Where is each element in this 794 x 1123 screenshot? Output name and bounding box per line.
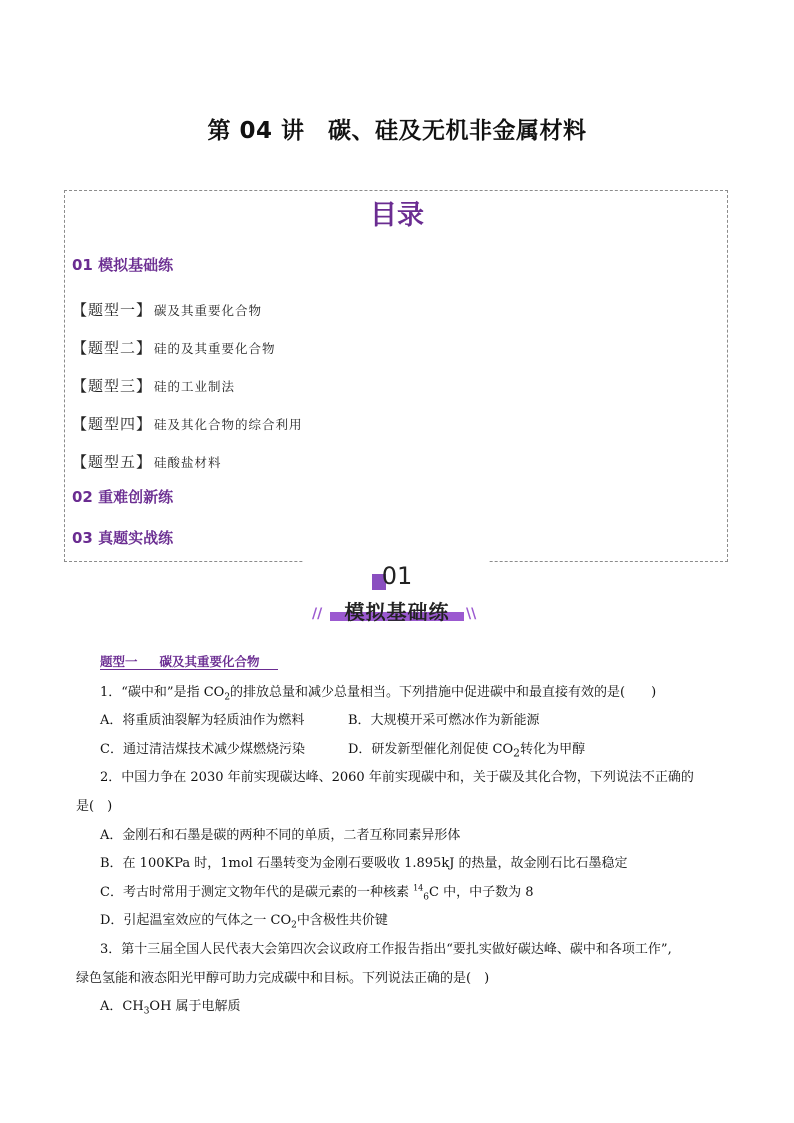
toc-section-2[interactable]: 02 重难创新练 bbox=[72, 488, 174, 506]
toc-item-label: 碳及其重要化合物 bbox=[154, 303, 263, 318]
toc-item-5[interactable] bbox=[72, 451, 222, 472]
question-2-option-d: D．引起温室效应的气体之一 $CO_2$中含极性共价键 bbox=[100, 913, 388, 931]
question-2-stem-line1: 2．中国力争在 2030 年前实现碳达峰、2060 年前实现碳中和，关于碳及其化合物，下列说法不正确的 bbox=[100, 770, 694, 785]
section-title-b: 碳及其重要化合物 bbox=[159, 654, 260, 669]
question-2-stem-line2: 是( ) bbox=[76, 799, 113, 814]
toc-section-3[interactable]: 03 真题实战练 bbox=[72, 529, 174, 547]
toc-item-tag: 【题型五】 bbox=[72, 453, 153, 471]
toc-item-tag: 【题型三】 bbox=[72, 377, 153, 395]
banner-title: 模拟基础练 bbox=[344, 600, 450, 624]
question-1-option-c: C．通过清洁煤技术减少煤燃烧污染 bbox=[100, 742, 305, 757]
question-3-stem-line1: 3．第十三届全国人民代表大会第四次会议政府工作报告指出“要扎实做好碳达峰、碳中和各项工作”, bbox=[100, 942, 672, 957]
toc-item-label: 硅酸盐材料 bbox=[154, 455, 222, 470]
question-2-option-b: B．在 100KPa 时，1mol 石墨转变为金刚石要吸收 1.895kJ 的热量，故金刚石比石墨稳定 bbox=[100, 856, 628, 871]
toc-item-4[interactable] bbox=[72, 413, 303, 434]
toc-heading: 目录 bbox=[370, 200, 424, 231]
section-title-a: 题型一 bbox=[100, 654, 138, 669]
question-2-option-c: C．考古时常用于测定文物年代的是碳元素的一种核素 $^{14}_6$C 中，中子数为 8 bbox=[100, 883, 534, 903]
toc-item-1[interactable] bbox=[72, 299, 262, 320]
toc-item-tag: 【题型四】 bbox=[72, 415, 153, 433]
banner-number: 01 bbox=[381, 562, 413, 590]
question-1-option-b: B．大规模开采可燃冰作为新能源 bbox=[348, 713, 540, 728]
banner-slash-left: // bbox=[312, 606, 323, 622]
section-title-underline bbox=[100, 669, 278, 670]
toc-item-3[interactable] bbox=[72, 375, 235, 396]
toc-section-1[interactable]: 01 模拟基础练 bbox=[72, 256, 174, 274]
section-title bbox=[100, 652, 260, 670]
question-2-option-a: A．金刚石和石墨是碳的两种不同的单质，二者互称同素异形体 bbox=[100, 828, 461, 843]
toc-item-tag: 【题型一】 bbox=[72, 301, 153, 319]
toc-item-label: 硅及其化合物的综合利用 bbox=[154, 417, 303, 432]
page-title: 第 04 讲 碳、硅及无机非金属材料 bbox=[207, 118, 587, 144]
question-1-stem: 1．“碳中和”是指 $CO_2$的排放总量和减少总量相当。下列措施中促进碳中和最直接有效的是( ) bbox=[100, 685, 657, 703]
toc-item-label: 硅的及其重要化合物 bbox=[154, 341, 276, 356]
toc-item-label: 硅的工业制法 bbox=[154, 379, 236, 394]
question-3-option-a: A．$CH_3OH$ 属于电解质 bbox=[100, 999, 241, 1017]
question-1-option-d: D．研发新型催化剂促使 $CO_2$转化为甲醇 bbox=[348, 742, 586, 760]
question-1-option-a: A．将重质油裂解为轻质油作为燃料 bbox=[100, 713, 305, 728]
question-3-stem-line2: 绿色氢能和液态阳光甲醇可助力完成碳中和目标。下列说法正确的是( ) bbox=[76, 971, 490, 986]
toc-item-tag: 【题型二】 bbox=[72, 339, 153, 357]
toc-item-2[interactable] bbox=[72, 337, 276, 358]
banner-slash-right: \\ bbox=[466, 606, 477, 622]
